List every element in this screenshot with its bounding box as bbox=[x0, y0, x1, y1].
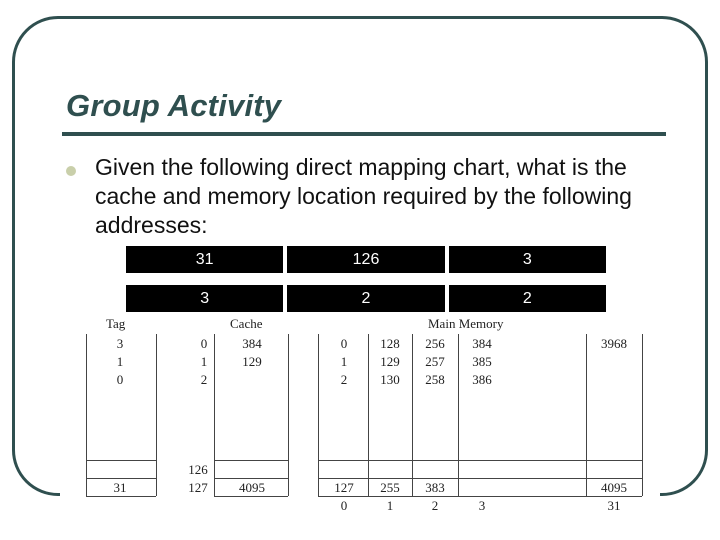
address-cell: 2 bbox=[287, 285, 444, 312]
address-cell: 2 bbox=[449, 285, 606, 312]
memory-divider bbox=[368, 334, 369, 496]
address-cell: 3 bbox=[126, 285, 283, 312]
direct-mapping-diagram bbox=[80, 312, 660, 522]
memory-value: 130 bbox=[380, 372, 400, 387]
cache-value: 129 bbox=[242, 354, 262, 369]
tag-value: 3 bbox=[116, 336, 124, 351]
memory-value: 383 bbox=[425, 480, 445, 495]
memory-row-line bbox=[318, 478, 642, 479]
block-number: 1 bbox=[386, 498, 394, 513]
memory-value: 384 bbox=[472, 336, 492, 351]
cache-row-line bbox=[214, 478, 288, 479]
cache-index: 126 bbox=[188, 462, 208, 477]
cache-row-line bbox=[214, 460, 288, 461]
memory-value: 3968 bbox=[601, 336, 627, 351]
tag-value: 1 bbox=[116, 354, 124, 369]
block-number: 0 bbox=[340, 498, 348, 513]
tag-row-line bbox=[86, 496, 156, 497]
address-cell: 31 bbox=[126, 246, 283, 273]
memory-value: 129 bbox=[380, 354, 400, 369]
address-cell: 126 bbox=[287, 246, 444, 273]
block-number: 3 bbox=[478, 498, 486, 513]
memory-value: 127 bbox=[334, 480, 354, 495]
memory-value: 258 bbox=[425, 372, 445, 387]
cache-right-border bbox=[288, 334, 289, 496]
memory-left-border bbox=[318, 334, 319, 496]
cache-index: 1 bbox=[200, 354, 208, 369]
memory-value: 4095 bbox=[601, 480, 627, 495]
cache-index: 127 bbox=[188, 480, 208, 495]
cache-row-line bbox=[214, 496, 288, 497]
cache-left-border bbox=[214, 334, 215, 496]
memory-row-line bbox=[318, 496, 642, 497]
cache-index: 2 bbox=[200, 372, 208, 387]
memory-value: 386 bbox=[472, 372, 492, 387]
memory-value: 255 bbox=[380, 480, 400, 495]
title-underline bbox=[62, 132, 666, 136]
tag-row-line bbox=[86, 478, 156, 479]
address-row bbox=[126, 246, 606, 273]
cache-value: 384 bbox=[242, 336, 262, 351]
tag-value: 0 bbox=[116, 372, 124, 387]
memory-divider bbox=[458, 334, 459, 496]
tag-left-border bbox=[86, 334, 87, 496]
memory-value: 385 bbox=[472, 354, 492, 369]
block-number: 31 bbox=[607, 498, 621, 513]
memory-right-border bbox=[642, 334, 643, 496]
bullet-text: Given the following direct mapping chart, what is the cache and memory location required by the following addresses: bbox=[95, 154, 632, 238]
cache-index: 0 bbox=[200, 336, 208, 351]
tag-right-border bbox=[156, 334, 157, 496]
memory-value: 1 bbox=[340, 354, 348, 369]
memory-header: Main Memory bbox=[428, 316, 504, 331]
address-cell: 3 bbox=[449, 246, 606, 273]
tag-value: 31 bbox=[113, 480, 127, 495]
memory-value: 128 bbox=[380, 336, 400, 351]
memory-value: 257 bbox=[425, 354, 445, 369]
memory-value: 0 bbox=[340, 336, 348, 351]
bullet-icon bbox=[66, 166, 76, 176]
cache-header: Cache bbox=[230, 316, 263, 331]
cache-value: 4095 bbox=[239, 480, 265, 495]
memory-row-line bbox=[318, 460, 642, 461]
tag-header: Tag bbox=[106, 316, 126, 331]
tag-row-line bbox=[86, 460, 156, 461]
memory-value: 256 bbox=[425, 336, 445, 351]
memory-divider bbox=[586, 334, 587, 496]
memory-divider bbox=[412, 334, 413, 496]
memory-value: 2 bbox=[340, 372, 348, 387]
address-row bbox=[126, 285, 606, 312]
block-number: 2 bbox=[431, 498, 439, 513]
slide-title: Group Activity bbox=[66, 88, 282, 123]
